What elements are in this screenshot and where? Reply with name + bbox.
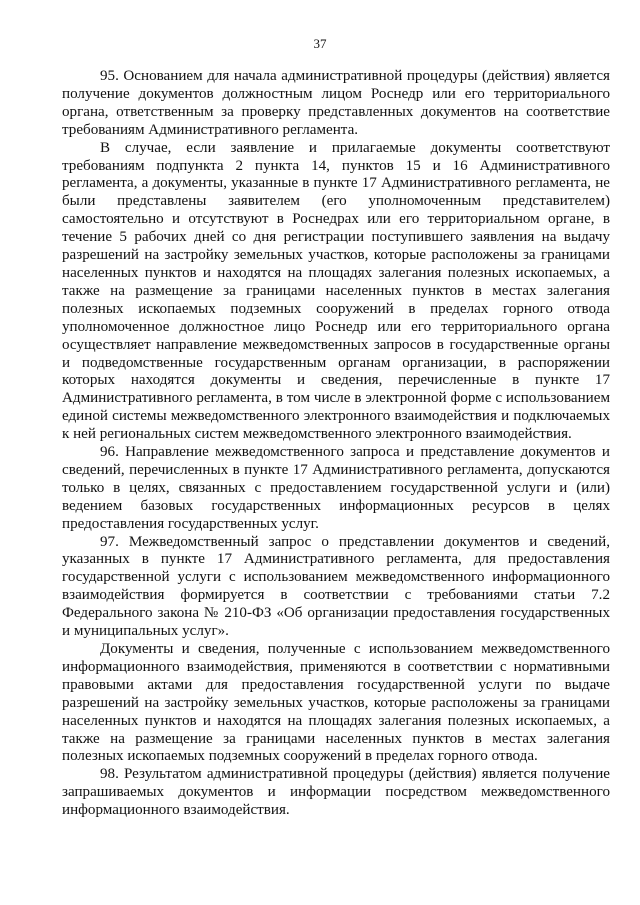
paragraph-95: 95. Основанием для начала административной процедуры (действия) является получение документов должностным лицом Роснедр или его территориального органа, ответственным за проверку представленных документов на соответствие требованиям Административного регламента. xyxy=(62,68,610,138)
paragraph-95-continued: В случае, если заявление и прилагаемые документы соответствуют требованиям подпункта 2 пункта 14, пунктов 15 и 16 Административного регламента, а документы, указанные в пункте 17 Административного регламента, не были представлены заявителем (его уполномоченным представителем) самостоятельно и отсутствуют в Роснедрах или его территориальном органе, в течение 5 рабочих дней со дня регистрации поступившего заявления на выдачу разрешений на застройку земельных участков, которые расположены за границами населенных пунктов и находятся на площадях залегания полезных ископаемых, а также на размещение за границами населенных пунктов в местах залегания полезных ископаемых подземных сооружений в пределах горного отвода уполномоченное должностное лицо Роснедр или его территориального органа осуществляет направление межведомственных запросов в государственные органы и подведомственные государственным органам организации, в распоряжении которых находятся документы и сведения, перечисленные в пункте 17 Административного регламента, в том числе в электронной форме с использованием единой системы межведомственного электронного взаимодействия и подключаемых к ней региональных систем межведомственного электронного взаимодействия. xyxy=(62,139,610,443)
page-number: 37 xyxy=(313,36,327,51)
paragraph-97: 97. Межведомственный запрос о представлении документов и сведений, указанных в пункте 17 Административного регламента, для предоставления государственной услуги с использованием межведомственного информационного взаимодействия формируется в соответствии с требованиями статьи 7.2 Федерального закона № 210-ФЗ «Об организации предоставления государственных и муниципальных услуг». xyxy=(62,533,610,640)
paragraph-98: 98. Результатом административной процедуры (действия) является получение запрашиваемых документов и информации посредством межведомственного информационного взаимодействия. xyxy=(62,766,610,819)
paragraph-96: 96. Направление межведомственного запроса и представление документов и сведений, перечисленных в пункте 17 Административного регламента, допускаются только в целях, связанных с предоставлением государственной услуги и (или) ведением базовых государственных информационных ресурсов в целях предоставления государственных услуг. xyxy=(62,444,610,532)
paragraph-97-continued: Документы и сведения, полученные с использованием межведомственного информационного взаимодействия, применяются в соответствии с нормативными правовыми актами для предоставления государственной услуги по выдаче разрешений на застройку земельных участков, которые расположены за границами населенных пунктов и находятся на площадях залегания полезных ископаемых, а также на размещение за границами населенных пунктов в местах залегания полезных ископаемых подземных сооружений в пределах горного отвода. xyxy=(62,641,610,765)
document-body xyxy=(62,68,610,820)
